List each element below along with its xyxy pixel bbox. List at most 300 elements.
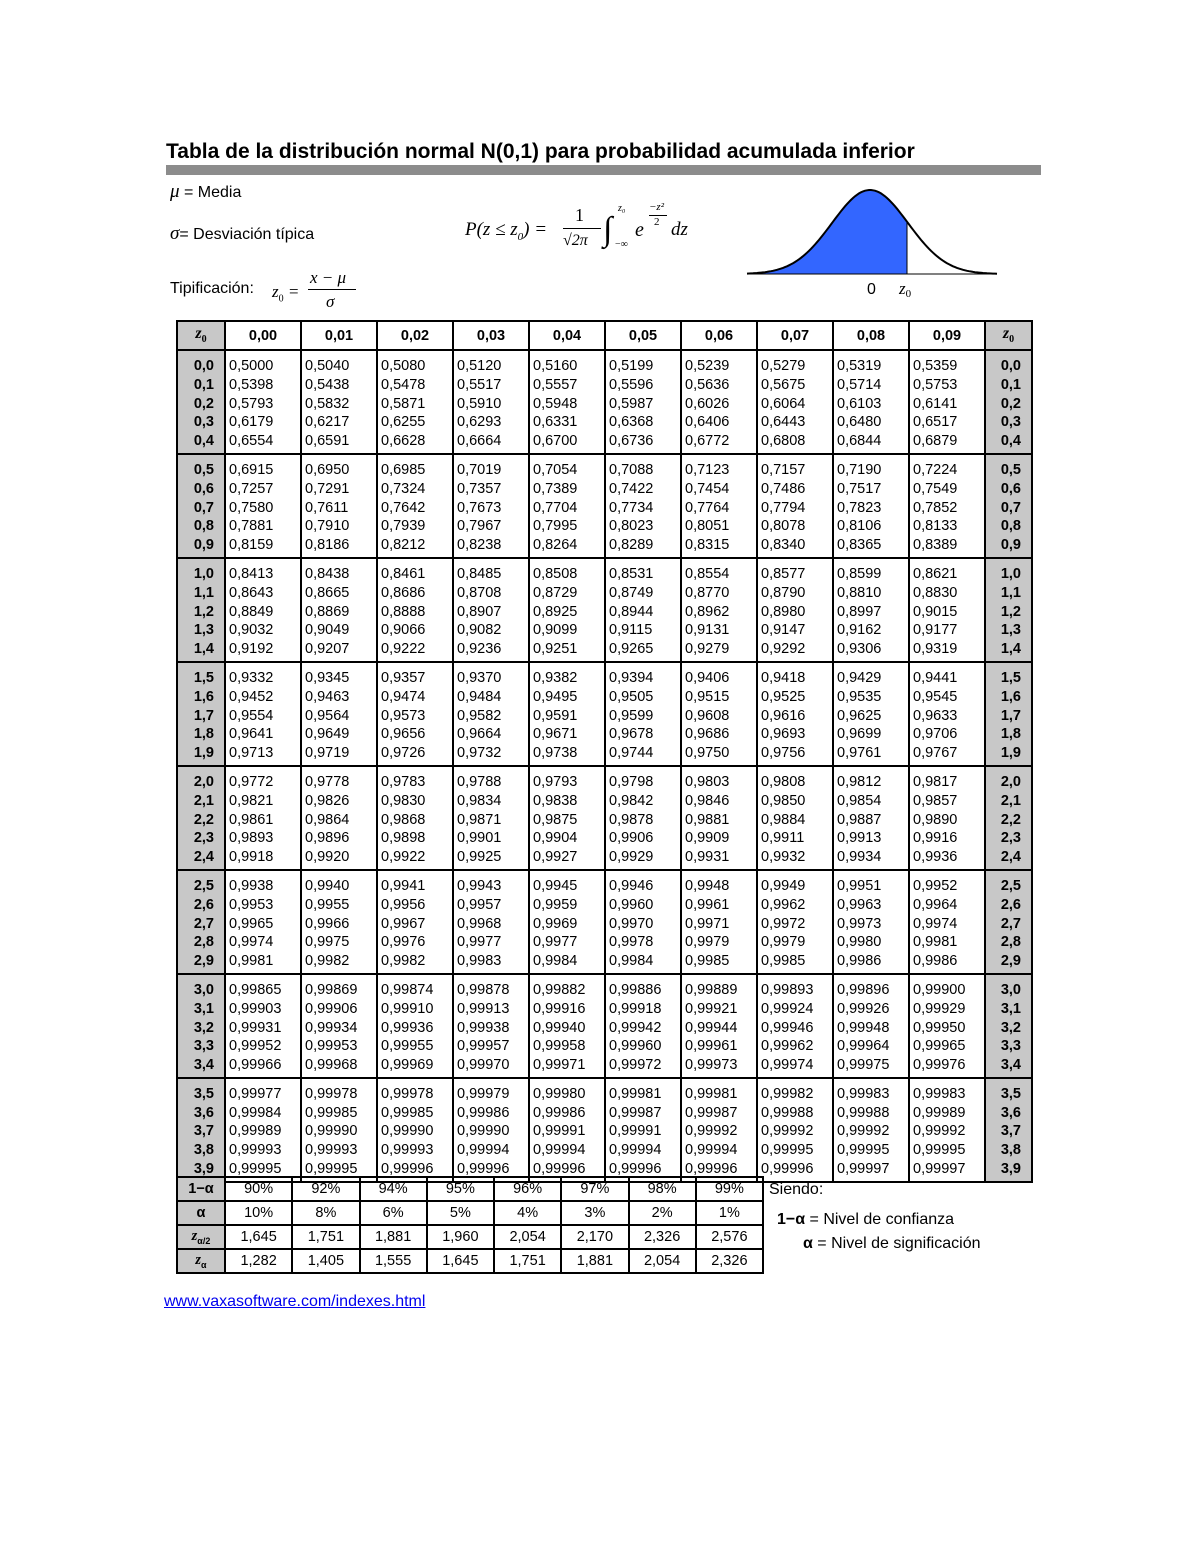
probability-value: 0,99944 — [685, 1019, 738, 1036]
probability-value: 0,8051 — [685, 518, 730, 535]
probability-value: 0,7224 — [913, 461, 958, 478]
sigma-symbol: σ — [170, 223, 180, 244]
confidence-value: 2,054 — [629, 1249, 696, 1273]
row-head-symbol: z — [191, 1228, 198, 1245]
curve-z0-label: z0 — [899, 279, 912, 300]
probability-value: 0,99946 — [761, 1019, 814, 1036]
z-row-label: 0,9 — [1000, 537, 1021, 554]
probability-value: 0,9898 — [381, 830, 426, 847]
confidence-value: 5% — [427, 1201, 494, 1225]
probability-value: 0,9608 — [685, 707, 730, 724]
probability-value: 0,99934 — [305, 1019, 358, 1036]
probability-value: 0,99987 — [685, 1104, 738, 1121]
probability-value: 0,7794 — [761, 499, 806, 516]
probability-value: 0,8665 — [305, 584, 350, 601]
z-row-label: 1,4 — [1000, 641, 1021, 658]
probability-value: 0,7823 — [837, 499, 882, 516]
probability-value: 0,8849 — [229, 603, 274, 620]
probability-value: 0,99983 — [837, 1085, 890, 1102]
value-column-cell — [681, 558, 757, 662]
column-header: 0,03 — [453, 321, 529, 350]
probability-value: 0,7357 — [457, 480, 502, 497]
value-column-cell — [909, 454, 985, 558]
probability-value: 0,99969 — [381, 1057, 434, 1074]
probability-value: 0,8869 — [305, 603, 350, 620]
probability-value: 0,5557 — [533, 376, 578, 393]
probability-value: 0,9633 — [913, 707, 958, 724]
probability-value: 0,99952 — [229, 1038, 282, 1055]
probability-value: 0,5160 — [533, 358, 578, 374]
legend-mu — [170, 181, 241, 203]
probability-value: 0,99992 — [837, 1123, 890, 1140]
probability-value: 0,9927 — [533, 849, 578, 866]
z-row-label: 3,5 — [1000, 1085, 1021, 1102]
confidence-value: 94% — [360, 1177, 427, 1201]
probability-value: 0,9884 — [761, 811, 806, 828]
probability-value: 0,99971 — [533, 1057, 586, 1074]
confidence-row-header — [177, 1225, 225, 1249]
probability-value: 0,6950 — [305, 461, 350, 478]
probability-value: 0,9332 — [229, 669, 274, 686]
value-column-cell — [757, 454, 833, 558]
probability-value: 0,9162 — [837, 622, 882, 639]
confidence-value: 99% — [696, 1177, 763, 1201]
probability-value: 0,9936 — [913, 849, 958, 866]
probability-value: 0,99977 — [229, 1085, 282, 1102]
z-row-label: 1,8 — [193, 726, 214, 743]
cdf-formula — [465, 201, 705, 265]
probability-value: 0,9981 — [913, 934, 958, 951]
tip-z: $z_0$ = — [272, 282, 300, 305]
probability-value: 0,7939 — [381, 518, 426, 535]
z-row-label: 0,1 — [1000, 376, 1021, 393]
probability-value: 0,9495 — [533, 688, 578, 705]
z-row-label: 2,8 — [1000, 934, 1021, 951]
value-column-cell — [909, 766, 985, 870]
z0-header-symbol — [195, 325, 207, 346]
probability-value: 0,7291 — [305, 480, 350, 497]
probability-value: 0,99996 — [381, 1161, 434, 1178]
probability-value: 0,8599 — [837, 565, 882, 582]
probability-value: 0,99950 — [913, 1019, 966, 1036]
probability-value: 0,8554 — [685, 565, 730, 582]
probability-value: 0,99931 — [229, 1019, 282, 1036]
z-row-label: 0,7 — [193, 499, 214, 516]
probability-value: 0,99942 — [609, 1019, 662, 1036]
probability-value: 0,9177 — [913, 622, 958, 639]
probability-value: 0,5714 — [837, 376, 882, 393]
value-column-cell — [225, 454, 301, 558]
z-row-label: 3,8 — [1000, 1142, 1021, 1159]
probability-value: 0,99893 — [761, 981, 814, 998]
confidence-value: 95% — [427, 1177, 494, 1201]
probability-value: 0,5199 — [609, 358, 654, 374]
probability-value: 0,9515 — [685, 688, 730, 705]
value-column-cell — [377, 870, 453, 974]
z-row-label: 1,2 — [193, 603, 214, 620]
z-row-label: 0,4 — [193, 433, 214, 450]
probability-value: 0,8508 — [533, 565, 578, 582]
probability-value: 0,99985 — [305, 1104, 358, 1121]
value-column-cell — [909, 662, 985, 766]
value-column-cell — [757, 1078, 833, 1182]
table-row-group — [177, 1078, 1032, 1182]
probability-value: 0,99994 — [533, 1142, 586, 1159]
probability-value: 0,9192 — [229, 641, 274, 658]
probability-value: 0,9878 — [609, 811, 654, 828]
probability-value: 0,9957 — [457, 896, 502, 913]
probability-value: 0,9913 — [837, 830, 882, 847]
probability-value: 0,9798 — [609, 773, 654, 790]
probability-value: 0,99995 — [913, 1142, 966, 1159]
column-header: 0,08 — [833, 321, 909, 350]
probability-value: 0,99906 — [305, 1000, 358, 1017]
probability-value: 0,7704 — [533, 499, 578, 516]
probability-value: 0,9980 — [837, 934, 882, 951]
sig-symbol: α — [803, 1235, 813, 1252]
probability-value: 0,7673 — [457, 499, 502, 516]
probability-value: 0,9971 — [685, 915, 730, 932]
z-row-labels — [177, 974, 225, 1078]
probability-value: 0,99996 — [609, 1161, 662, 1178]
probability-value: 0,6064 — [761, 395, 806, 412]
probability-value: 0,8365 — [837, 537, 882, 554]
probability-value: 0,9441 — [913, 669, 958, 686]
probability-value: 0,8749 — [609, 584, 654, 601]
row-head-symbol: 1−α — [188, 1181, 214, 1197]
probability-value: 0,9015 — [913, 603, 958, 620]
value-column-cell — [225, 1078, 301, 1182]
probability-value: 0,6517 — [913, 414, 958, 431]
probability-value: 0,8389 — [913, 537, 958, 554]
table-row-group — [177, 766, 1032, 870]
z-row-label: 0,6 — [1000, 480, 1021, 497]
confidence-value: 1,645 — [427, 1249, 494, 1273]
z-row-label: 2,6 — [1000, 896, 1021, 913]
z-row-label: 1,3 — [1000, 622, 1021, 639]
confidence-value: 1% — [696, 1201, 763, 1225]
probability-value: 0,99955 — [381, 1038, 434, 1055]
probability-value: 0,99960 — [609, 1038, 662, 1055]
probability-value: 0,9706 — [913, 726, 958, 743]
probability-value: 0,9812 — [837, 773, 882, 790]
z-row-labels — [177, 558, 225, 662]
probability-value: 0,8238 — [457, 537, 502, 554]
value-column-cell — [301, 1078, 377, 1182]
probability-value: 0,9871 — [457, 811, 502, 828]
confidence-value: 96% — [494, 1177, 561, 1201]
z-row-label: 2,0 — [1000, 773, 1021, 790]
probability-value: 0,5279 — [761, 358, 806, 374]
value-column-cell — [909, 350, 985, 454]
value-column-cell — [681, 1078, 757, 1182]
probability-value: 0,9846 — [685, 792, 730, 809]
value-column-cell — [909, 1078, 985, 1182]
value-column-cell — [301, 870, 377, 974]
confidence-value: 97% — [561, 1177, 628, 1201]
probability-value: 0,9959 — [533, 896, 578, 913]
probability-value: 0,5478 — [381, 376, 426, 393]
probability-value: 0,7088 — [609, 461, 654, 478]
value-column-cell — [301, 974, 377, 1078]
confidence-value: 8% — [292, 1201, 359, 1225]
value-column-cell — [605, 766, 681, 870]
probability-value: 0,5675 — [761, 376, 806, 393]
probability-value: 0,7324 — [381, 480, 426, 497]
z-row-label: 3,4 — [193, 1057, 214, 1074]
z-row-label: 3,3 — [193, 1038, 214, 1055]
probability-value: 0,99948 — [837, 1019, 890, 1036]
probability-value: 0,5438 — [305, 376, 350, 393]
z-row-label: 0,9 — [193, 537, 214, 554]
z-row-label: 1,4 — [193, 641, 214, 658]
probability-value: 0,99961 — [685, 1038, 738, 1055]
probability-value: 0,99958 — [533, 1038, 586, 1055]
probability-value: 0,99997 — [913, 1161, 966, 1178]
probability-value: 0,7454 — [685, 480, 730, 497]
probability-value: 0,8925 — [533, 603, 578, 620]
probability-value: 0,9066 — [381, 622, 426, 639]
probability-value: 0,5871 — [381, 395, 426, 412]
probability-value: 0,99983 — [913, 1085, 966, 1102]
probability-value: 0,6103 — [837, 395, 882, 412]
confidence-value: 10% — [225, 1201, 292, 1225]
probability-value: 0,5319 — [837, 358, 882, 374]
value-column-cell — [377, 662, 453, 766]
z-row-label: 0,0 — [193, 358, 214, 374]
probability-value: 0,9978 — [609, 934, 654, 951]
probability-value: 0,9969 — [533, 915, 578, 932]
probability-value: 0,6255 — [381, 414, 426, 431]
probability-value: 0,9946 — [609, 877, 654, 894]
probability-value: 0,9943 — [457, 877, 502, 894]
probability-value: 0,8461 — [381, 565, 426, 582]
probability-value: 0,5517 — [457, 376, 502, 393]
confidence-value: 2,576 — [696, 1225, 763, 1249]
confidence-value: 1,751 — [494, 1249, 561, 1273]
probability-value: 0,9306 — [837, 641, 882, 658]
z-row-label: 1,0 — [193, 565, 214, 582]
probability-value: 0,99991 — [533, 1123, 586, 1140]
value-column-cell — [833, 974, 909, 1078]
probability-value: 0,7257 — [229, 480, 274, 497]
probability-value: 0,9887 — [837, 811, 882, 828]
probability-value: 0,9929 — [609, 849, 654, 866]
z-row-label: 2,5 — [193, 877, 214, 894]
value-column-cell — [301, 454, 377, 558]
z-row-label: 1,0 — [1000, 565, 1021, 582]
page-title: Tabla de la distribución normal N(0,1) para probabilidad acumulada inferior — [166, 140, 915, 163]
probability-value: 0,9973 — [837, 915, 882, 932]
probability-value: 0,9616 — [761, 707, 806, 724]
probability-value: 0,9974 — [913, 915, 958, 932]
z-row-label: 2,5 — [1000, 877, 1021, 894]
probability-value: 0,9599 — [609, 707, 654, 724]
probability-value: 0,9976 — [381, 934, 426, 951]
legend-sigma — [170, 223, 314, 245]
value-column-cell — [833, 1078, 909, 1182]
value-column-cell — [225, 662, 301, 766]
probability-value: 0,9934 — [837, 849, 882, 866]
probability-value: 0,99978 — [305, 1085, 358, 1102]
probability-value: 0,99992 — [913, 1123, 966, 1140]
sig-definition — [769, 1232, 980, 1256]
probability-value: 0,5910 — [457, 395, 502, 412]
probability-value: 0,9370 — [457, 669, 502, 686]
probability-value: 0,8621 — [913, 565, 958, 582]
probability-value: 0,9032 — [229, 622, 274, 639]
z-row-label: 1,7 — [1000, 707, 1021, 724]
probability-value: 0,99979 — [457, 1085, 510, 1102]
probability-value: 0,9821 — [229, 792, 274, 809]
probability-value: 0,9484 — [457, 688, 502, 705]
probability-value: 0,8790 — [761, 584, 806, 601]
value-column-cell — [909, 870, 985, 974]
probability-value: 0,8078 — [761, 518, 806, 535]
probability-value: 0,99988 — [837, 1104, 890, 1121]
probability-value: 0,99921 — [685, 1000, 738, 1017]
probability-value: 0,9319 — [913, 641, 958, 658]
probability-value: 0,99869 — [305, 981, 358, 998]
column-header: 0,04 — [529, 321, 605, 350]
probability-value: 0,8980 — [761, 603, 806, 620]
probability-value: 0,8944 — [609, 603, 654, 620]
probability-value: 0,99994 — [685, 1142, 738, 1159]
probability-value: 0,99990 — [305, 1123, 358, 1140]
z-row-labels — [985, 870, 1032, 974]
confidence-value: 1,282 — [225, 1249, 292, 1273]
confidence-value: 1,751 — [292, 1225, 359, 1249]
value-column-cell — [453, 662, 529, 766]
probability-value: 0,6217 — [305, 414, 350, 431]
probability-value: 0,9783 — [381, 773, 426, 790]
curve-zero-label: 0 — [867, 281, 876, 298]
probability-value: 0,99996 — [761, 1161, 814, 1178]
probability-value: 0,99992 — [685, 1123, 738, 1140]
probability-value: 0,99953 — [305, 1038, 358, 1055]
probability-value: 0,9986 — [837, 953, 882, 970]
z-row-labels — [177, 454, 225, 558]
confidence-row-header — [177, 1201, 225, 1225]
probability-value: 0,99918 — [609, 1000, 662, 1017]
probability-value: 0,9985 — [761, 953, 806, 970]
probability-value: 0,8289 — [609, 537, 654, 554]
z-row-label: 2,9 — [1000, 953, 1021, 970]
value-column-cell — [909, 558, 985, 662]
value-column-cell — [225, 974, 301, 1078]
probability-value: 0,9834 — [457, 792, 502, 809]
probability-value: 0,9625 — [837, 707, 882, 724]
probability-value: 0,99978 — [381, 1085, 434, 1102]
probability-value: 0,9699 — [837, 726, 882, 743]
formula-numerator: 1 — [575, 205, 584, 225]
probability-value: 0,99936 — [381, 1019, 434, 1036]
z-row-label: 2,2 — [1000, 811, 1021, 828]
value-column-cell — [377, 974, 453, 1078]
z-row-label: 0,7 — [1000, 499, 1021, 516]
probability-value: 0,8133 — [913, 518, 958, 535]
z-row-labels — [177, 766, 225, 870]
value-column-cell — [377, 454, 453, 558]
probability-value: 0,99964 — [837, 1038, 890, 1055]
probability-value: 0,99957 — [457, 1038, 510, 1055]
value-column-cell — [757, 974, 833, 1078]
probability-value: 0,9429 — [837, 669, 882, 686]
probability-value: 0,7642 — [381, 499, 426, 516]
probability-value: 0,7549 — [913, 480, 958, 497]
exp-base: e — [635, 219, 644, 241]
z-row-label: 3,6 — [193, 1104, 214, 1121]
probability-value: 0,9964 — [913, 896, 958, 913]
probability-value: 0,99988 — [761, 1104, 814, 1121]
value-column-cell — [453, 558, 529, 662]
probability-value: 0,5948 — [533, 395, 578, 412]
probability-value: 0,99993 — [381, 1142, 434, 1159]
mu-symbol: μ — [170, 181, 180, 202]
z-row-label: 3,4 — [1000, 1057, 1021, 1074]
value-column-cell — [529, 766, 605, 870]
probability-value: 0,9545 — [913, 688, 958, 705]
probability-value: 0,8577 — [761, 565, 806, 582]
probability-value: 0,9793 — [533, 773, 578, 790]
z-row-label: 3,6 — [1000, 1104, 1021, 1121]
value-column-cell — [833, 558, 909, 662]
z0-header-subscript: 0 — [201, 334, 207, 346]
confidence-row-header — [177, 1177, 225, 1201]
probability-value: 0,9911 — [761, 830, 805, 847]
probability-value: 0,6844 — [837, 433, 882, 450]
probability-value: 0,99995 — [229, 1161, 282, 1178]
normal-curve-diagram — [745, 182, 1005, 302]
curve-shaded-area — [747, 190, 907, 274]
probability-value: 0,9953 — [229, 896, 274, 913]
z-row-label: 3,1 — [1000, 1000, 1021, 1017]
probability-value: 0,9345 — [305, 669, 350, 686]
probability-value: 0,9962 — [761, 896, 806, 913]
probability-value: 0,9236 — [457, 641, 502, 658]
vaxasoftware-link[interactable]: www.vaxasoftware.com/indexes.html — [164, 1293, 426, 1310]
probability-value: 0,9279 — [685, 641, 730, 658]
probability-value: 0,6985 — [381, 461, 426, 478]
z-row-label: 0,8 — [193, 518, 214, 535]
probability-value: 0,9830 — [381, 792, 426, 809]
value-column-cell — [529, 662, 605, 766]
z-row-label: 2,7 — [1000, 915, 1021, 932]
value-column-cell — [757, 558, 833, 662]
z-row-label: 1,7 — [193, 707, 214, 724]
probability-value: 0,8997 — [837, 603, 882, 620]
probability-value: 0,8186 — [305, 537, 350, 554]
probability-value: 0,9967 — [381, 915, 426, 932]
z-row-label: 0,5 — [1000, 461, 1021, 478]
probability-value: 0,99916 — [533, 1000, 586, 1017]
value-column-cell — [909, 974, 985, 1078]
probability-value: 0,99989 — [229, 1123, 282, 1140]
probability-value: 0,9974 — [229, 934, 274, 951]
probability-value: 0,7486 — [761, 480, 806, 497]
probability-value: 0,9838 — [533, 792, 578, 809]
confidence-value: 98% — [629, 1177, 696, 1201]
probability-value: 0,6554 — [229, 433, 274, 450]
probability-value: 0,9918 — [229, 849, 274, 866]
probability-value: 0,99882 — [533, 981, 586, 998]
probability-value: 0,99987 — [609, 1104, 662, 1121]
probability-value: 0,99985 — [381, 1104, 434, 1121]
probability-value: 0,99986 — [457, 1104, 510, 1121]
tipificacion-label: Tipificación: — [170, 280, 254, 297]
column-header: 0,01 — [301, 321, 377, 350]
probability-value: 0,99972 — [609, 1057, 662, 1074]
